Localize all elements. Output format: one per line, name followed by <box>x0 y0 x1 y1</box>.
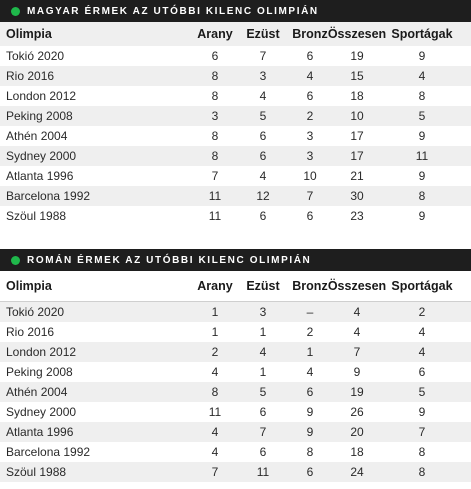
cell-bronz: 2 <box>306 109 314 123</box>
cell-bronz: 4 <box>306 365 314 379</box>
cell-bronz: 6 <box>306 209 314 223</box>
table-row <box>0 322 471 342</box>
cell-osszesen: 4 <box>353 325 361 339</box>
table-title-bar <box>0 0 471 22</box>
cell-olimpia: Sydney 2000 <box>6 405 77 419</box>
cell-sportagak: 8 <box>418 189 426 203</box>
cell-bronz: 3 <box>306 149 314 163</box>
cell-sportagak: 8 <box>418 445 426 459</box>
cell-arany: 8 <box>211 149 219 163</box>
cell-olimpia: Tokió 2020 <box>6 305 65 319</box>
header-arany: Arany <box>197 27 233 41</box>
cell-arany: 8 <box>211 89 219 103</box>
table-row <box>0 126 471 146</box>
cell-olimpia: Athén 2004 <box>6 385 68 399</box>
cell-sportagak: 8 <box>418 89 426 103</box>
cell-osszesen: 23 <box>350 209 364 223</box>
cell-osszesen: 18 <box>350 445 364 459</box>
cell-osszesen: 19 <box>350 385 364 399</box>
table-row <box>0 422 471 442</box>
cell-bronz: 6 <box>306 385 314 399</box>
cell-arany: 11 <box>208 405 222 419</box>
cell-olimpia: Sydney 2000 <box>6 149 77 163</box>
cell-sportagak: 4 <box>418 345 426 359</box>
table-row <box>0 206 471 226</box>
cell-bronz: 9 <box>306 405 314 419</box>
cell-ezust: 7 <box>259 49 267 63</box>
cell-arany: 7 <box>211 169 219 183</box>
header-olimpia: Olimpia <box>6 279 52 293</box>
cell-ezust: 11 <box>256 465 270 479</box>
cell-osszesen: 4 <box>353 305 361 319</box>
table-row <box>0 186 471 206</box>
cell-ezust: 6 <box>259 405 267 419</box>
cell-arany: 3 <box>211 109 219 123</box>
cell-sportagak: 2 <box>418 305 426 319</box>
table-row <box>0 146 471 166</box>
cell-arany: 4 <box>211 365 219 379</box>
cell-arany: 4 <box>211 425 219 439</box>
header-osszesen: Összesen <box>327 279 387 293</box>
cell-osszesen: 18 <box>350 89 364 103</box>
cell-ezust: 5 <box>259 109 267 123</box>
cell-sportagak: 9 <box>418 169 426 183</box>
cell-arany: 4 <box>211 445 219 459</box>
table-row <box>0 442 471 462</box>
header-olimpia: Olimpia <box>6 27 52 41</box>
cell-bronz: 3 <box>306 129 314 143</box>
cell-osszesen: 21 <box>350 169 364 183</box>
cell-osszesen: 7 <box>353 345 361 359</box>
cell-osszesen: 9 <box>353 365 361 379</box>
table-row <box>0 402 471 422</box>
cell-ezust: 1 <box>259 365 267 379</box>
table-body <box>0 46 471 226</box>
cell-olimpia: Rio 2016 <box>6 69 55 83</box>
cell-sportagak: 5 <box>418 385 426 399</box>
cell-sportagak: 9 <box>418 129 426 143</box>
green-dot-icon <box>11 256 20 265</box>
cell-arany: 11 <box>208 189 222 203</box>
cell-bronz: 6 <box>306 465 314 479</box>
table-row <box>0 86 471 106</box>
table-row <box>0 166 471 186</box>
cell-sportagak: 4 <box>418 69 426 83</box>
hungarian-medals-panel <box>0 0 471 226</box>
cell-osszesen: 26 <box>350 405 364 419</box>
cell-ezust: 3 <box>259 69 267 83</box>
cell-ezust: 3 <box>259 305 267 319</box>
cell-olimpia: London 2012 <box>6 345 77 359</box>
cell-bronz: 8 <box>306 445 314 459</box>
cell-bronz: 6 <box>306 49 314 63</box>
cell-olimpia: Atlanta 1996 <box>6 169 74 183</box>
cell-arany: 11 <box>208 209 222 223</box>
cell-olimpia: Peking 2008 <box>6 365 73 379</box>
cell-bronz: – <box>306 305 314 319</box>
cell-olimpia: Athén 2004 <box>6 129 68 143</box>
cell-sportagak: 6 <box>418 365 426 379</box>
cell-arany: 8 <box>211 129 219 143</box>
cell-sportagak: 4 <box>418 325 426 339</box>
table-header-row <box>0 22 471 46</box>
cell-osszesen: 24 <box>350 465 364 479</box>
cell-ezust: 4 <box>259 345 267 359</box>
cell-ezust: 12 <box>256 189 270 203</box>
cell-arany: 1 <box>211 325 219 339</box>
cell-bronz: 7 <box>306 189 314 203</box>
cell-arany: 2 <box>211 345 219 359</box>
cell-ezust: 6 <box>259 129 267 143</box>
cell-bronz: 2 <box>306 325 314 339</box>
table-row <box>0 362 471 382</box>
cell-sportagak: 11 <box>415 149 429 163</box>
cell-sportagak: 8 <box>418 465 426 479</box>
cell-osszesen: 19 <box>350 49 364 63</box>
table-row <box>0 382 471 402</box>
cell-olimpia: Rio 2016 <box>6 325 55 339</box>
table-row <box>0 46 471 66</box>
header-ezust: Ezüst <box>246 279 280 293</box>
cell-ezust: 5 <box>259 385 267 399</box>
cell-arany: 8 <box>211 385 219 399</box>
cell-ezust: 4 <box>259 89 267 103</box>
cell-arany: 1 <box>211 305 219 319</box>
header-sportagak: Sportágak <box>391 279 453 293</box>
table-body <box>0 302 471 482</box>
cell-osszesen: 15 <box>350 69 364 83</box>
cell-ezust: 6 <box>259 209 267 223</box>
romanian-medals-panel <box>0 249 471 482</box>
cell-ezust: 7 <box>259 425 267 439</box>
table-header-row <box>0 271 471 301</box>
table-title: ROMÁN ÉRMEK AZ UTÓBBI KILENC OLIMPIÁN <box>27 254 312 266</box>
cell-olimpia: Tokió 2020 <box>6 49 65 63</box>
header-sportagak: Sportágak <box>391 27 453 41</box>
cell-olimpia: London 2012 <box>6 89 77 103</box>
cell-sportagak: 9 <box>418 49 426 63</box>
cell-sportagak: 7 <box>418 425 426 439</box>
green-dot-icon <box>11 7 20 16</box>
table-title-bar <box>0 249 471 271</box>
cell-bronz: 6 <box>306 89 314 103</box>
cell-sportagak: 9 <box>418 209 426 223</box>
cell-ezust: 6 <box>259 445 267 459</box>
cell-ezust: 1 <box>259 325 267 339</box>
cell-bronz: 9 <box>306 425 314 439</box>
cell-olimpia: Peking 2008 <box>6 109 73 123</box>
cell-olimpia: Atlanta 1996 <box>6 425 74 439</box>
cell-arany: 6 <box>211 49 219 63</box>
cell-osszesen: 17 <box>350 149 364 163</box>
cell-arany: 8 <box>211 69 219 83</box>
cell-arany: 7 <box>211 465 219 479</box>
table-row <box>0 302 471 322</box>
table-row <box>0 106 471 126</box>
cell-ezust: 4 <box>259 169 267 183</box>
cell-osszesen: 10 <box>350 109 364 123</box>
table-title: MAGYAR ÉRMEK AZ UTÓBBI KILENC OLIMPIÁN <box>27 5 319 17</box>
cell-sportagak: 5 <box>418 109 426 123</box>
cell-olimpia: Szöul 1988 <box>6 209 67 223</box>
cell-bronz: 10 <box>303 169 317 183</box>
header-ezust: Ezüst <box>246 27 280 41</box>
header-bronz: Bronz <box>292 27 328 41</box>
cell-olimpia: Barcelona 1992 <box>6 189 91 203</box>
cell-olimpia: Szöul 1988 <box>6 465 67 479</box>
cell-osszesen: 20 <box>350 425 364 439</box>
cell-osszesen: 30 <box>350 189 364 203</box>
cell-olimpia: Barcelona 1992 <box>6 445 91 459</box>
cell-bronz: 1 <box>306 345 314 359</box>
header-bronz: Bronz <box>292 279 328 293</box>
cell-bronz: 4 <box>306 69 314 83</box>
cell-sportagak: 9 <box>418 405 426 419</box>
cell-ezust: 6 <box>259 149 267 163</box>
header-arany: Arany <box>197 279 233 293</box>
table-row <box>0 342 471 362</box>
table-row <box>0 462 471 482</box>
header-osszesen: Összesen <box>327 27 387 41</box>
table-row <box>0 66 471 86</box>
cell-osszesen: 17 <box>350 129 364 143</box>
